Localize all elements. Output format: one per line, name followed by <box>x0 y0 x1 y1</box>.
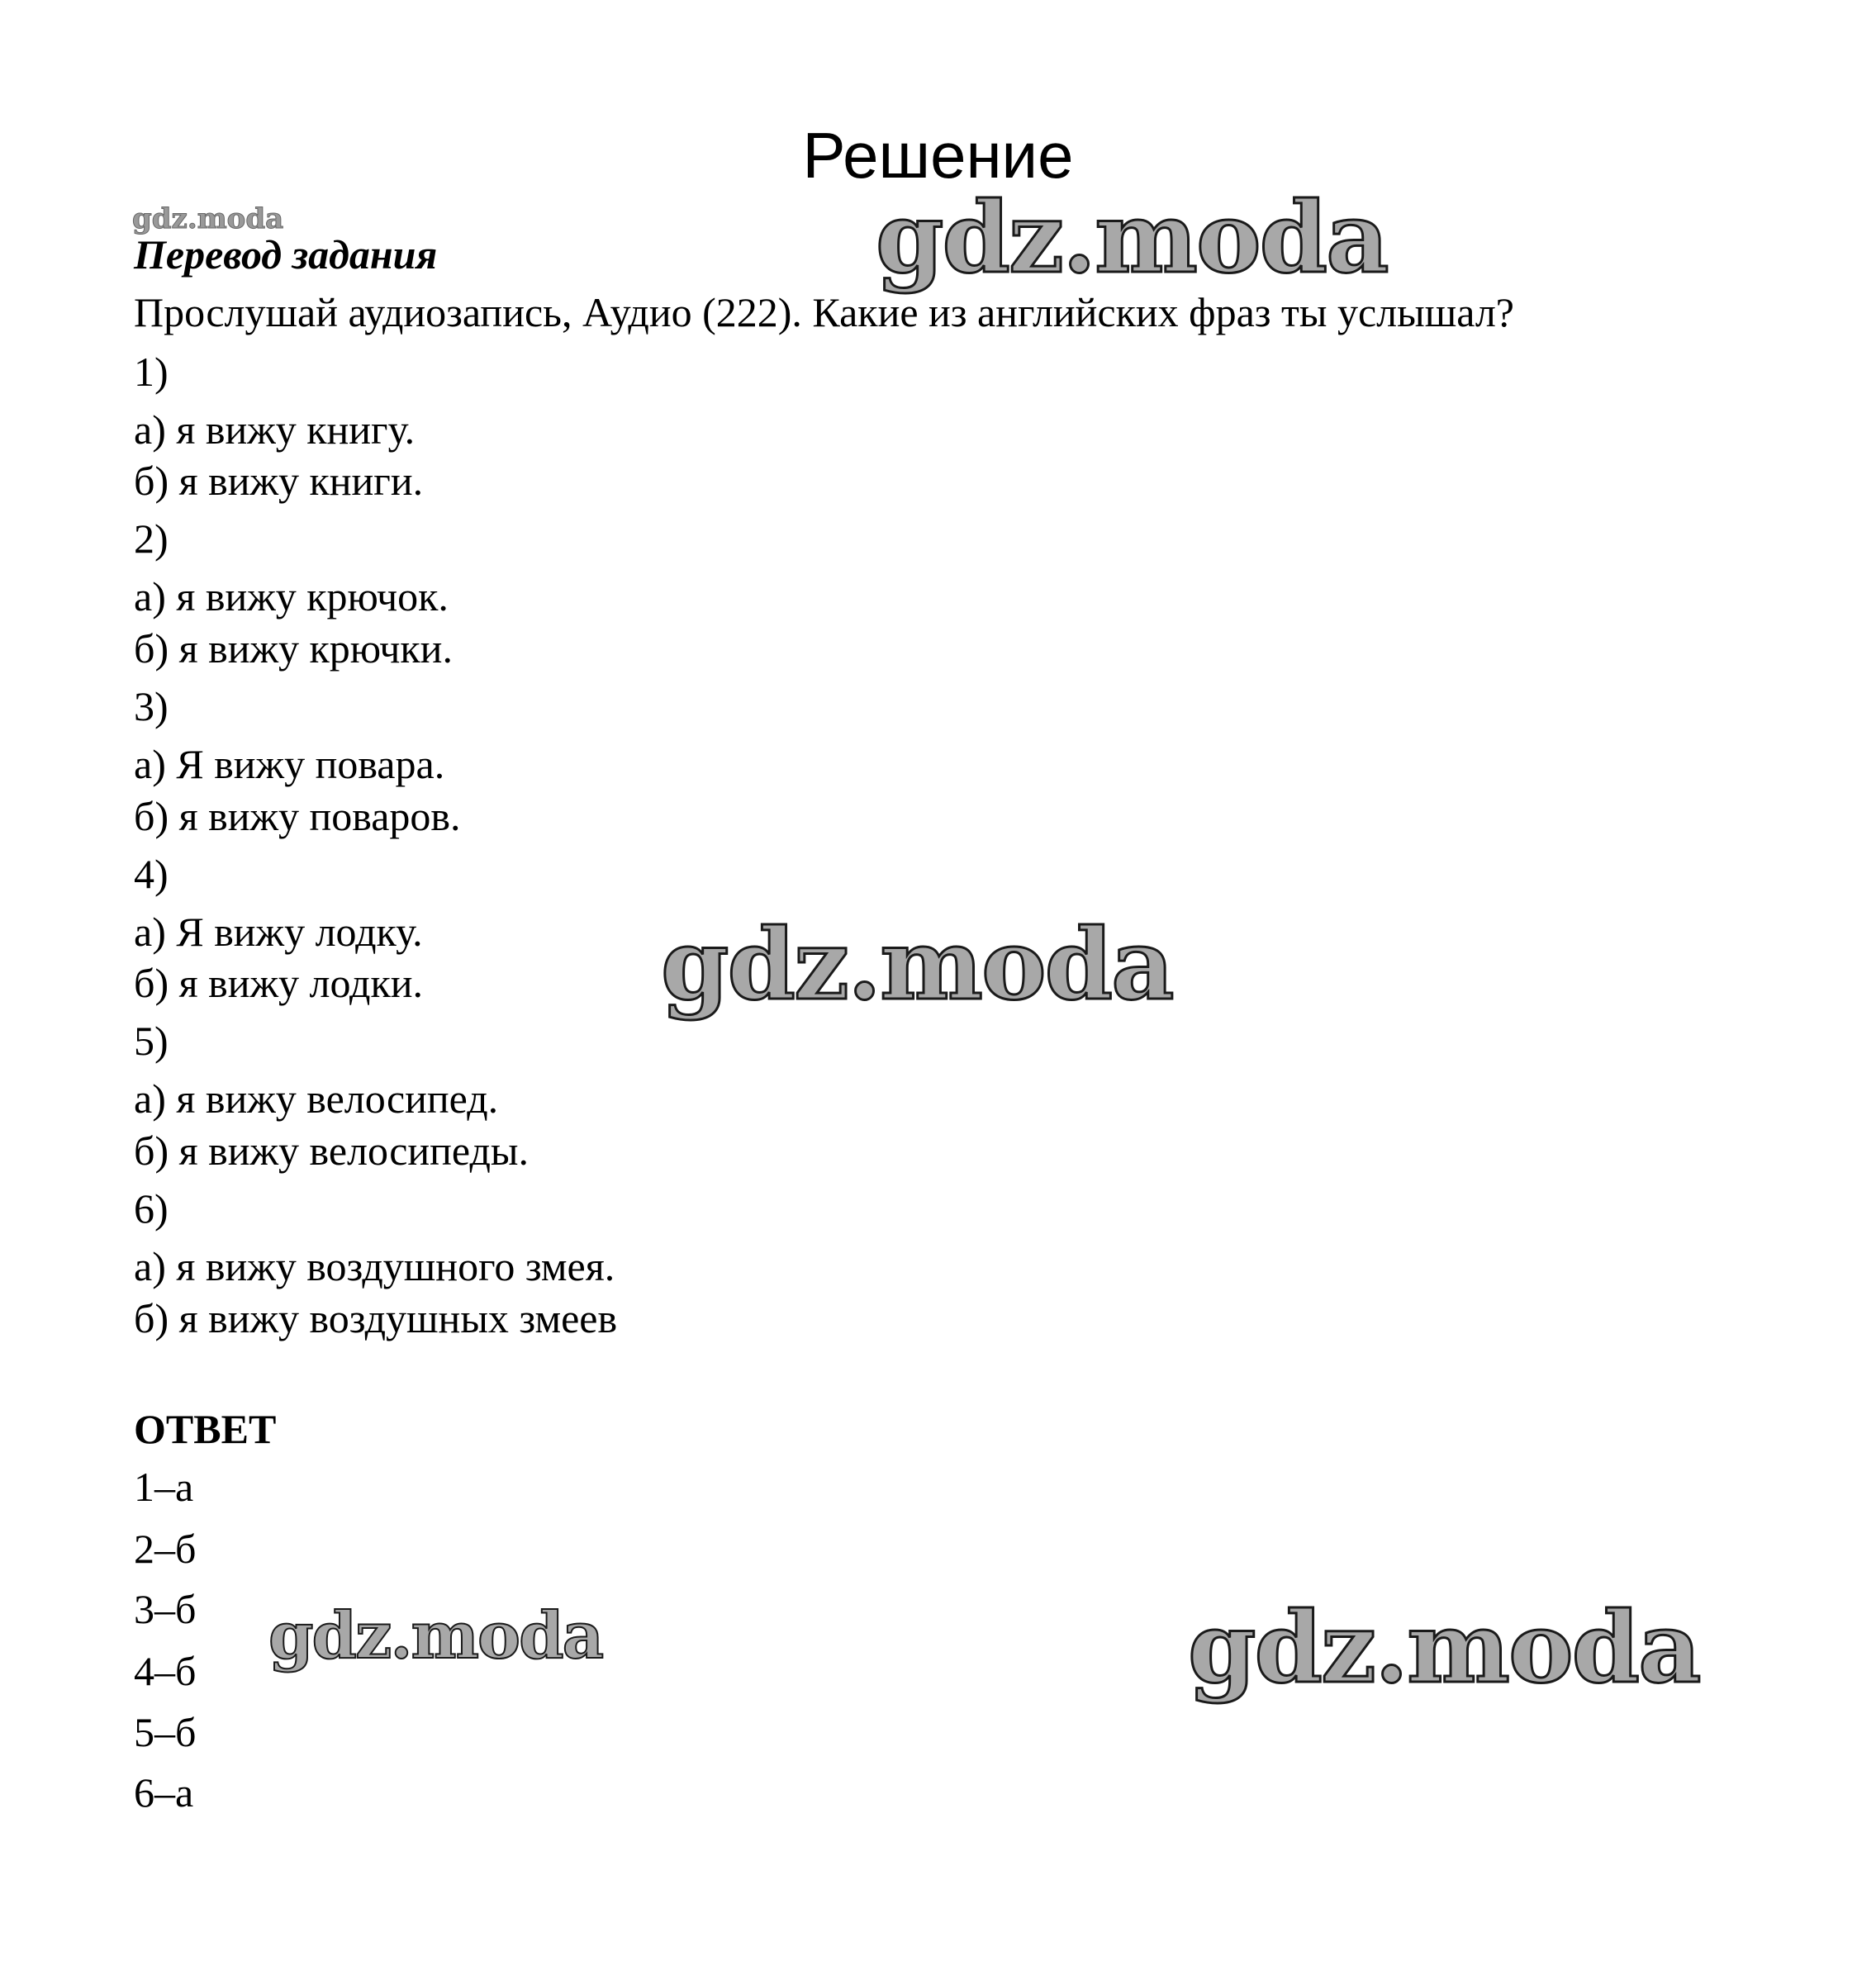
item-number: 1) <box>134 349 169 395</box>
item-number: 6) <box>134 1185 169 1232</box>
answer-line: 1–а <box>134 1464 194 1510</box>
item-option-a: а) я вижу книгу. <box>134 406 416 453</box>
item-option-b: б) я вижу воздушных змеев <box>134 1295 618 1341</box>
item-number: 3) <box>134 683 169 729</box>
instruction-text: Прослушай аудиозапись, Аудио (222). Какие из английских фраз ты услышал? <box>134 289 1514 335</box>
item-option-b: б) я вижу крючки. <box>134 625 453 672</box>
item-option-b: б) я вижу книги. <box>134 458 424 504</box>
item-option-a: а) я вижу крючок. <box>134 573 449 619</box>
answer-line: 4–б <box>134 1648 197 1694</box>
item-option-b: б) я вижу поваров. <box>134 793 461 839</box>
item-option-a: а) я вижу велосипед. <box>134 1075 499 1122</box>
answer-line: 3–б <box>134 1586 197 1632</box>
watermark-logo: gdz.moda <box>132 202 284 235</box>
item-option-b: б) я вижу лодки. <box>134 960 423 1006</box>
item-number: 5) <box>134 1018 169 1064</box>
page-title: Решение <box>802 119 1074 192</box>
watermark-logo: gdz.moda <box>661 907 1173 1022</box>
task-heading: Перевод задания <box>134 231 438 278</box>
item-option-b: б) я вижу велосипеды. <box>134 1127 529 1174</box>
watermark-logo: gdz.moda <box>268 1598 603 1673</box>
item-option-a: а) я вижу воздушного змея. <box>134 1243 615 1289</box>
item-option-a: а) Я вижу повара. <box>134 741 445 787</box>
item-option-a: а) Я вижу лодку. <box>134 909 423 955</box>
answer-line: 6–а <box>134 1769 194 1816</box>
item-number: 4) <box>134 851 169 897</box>
item-number: 2) <box>134 515 169 562</box>
answer-line: 2–б <box>134 1526 197 1572</box>
watermark-logo: gdz.moda <box>876 180 1388 295</box>
answer-line: 5–б <box>134 1709 197 1755</box>
watermark-logo: gdz.moda <box>1188 1590 1700 1705</box>
answer-heading: ОТВЕТ <box>134 1406 277 1452</box>
